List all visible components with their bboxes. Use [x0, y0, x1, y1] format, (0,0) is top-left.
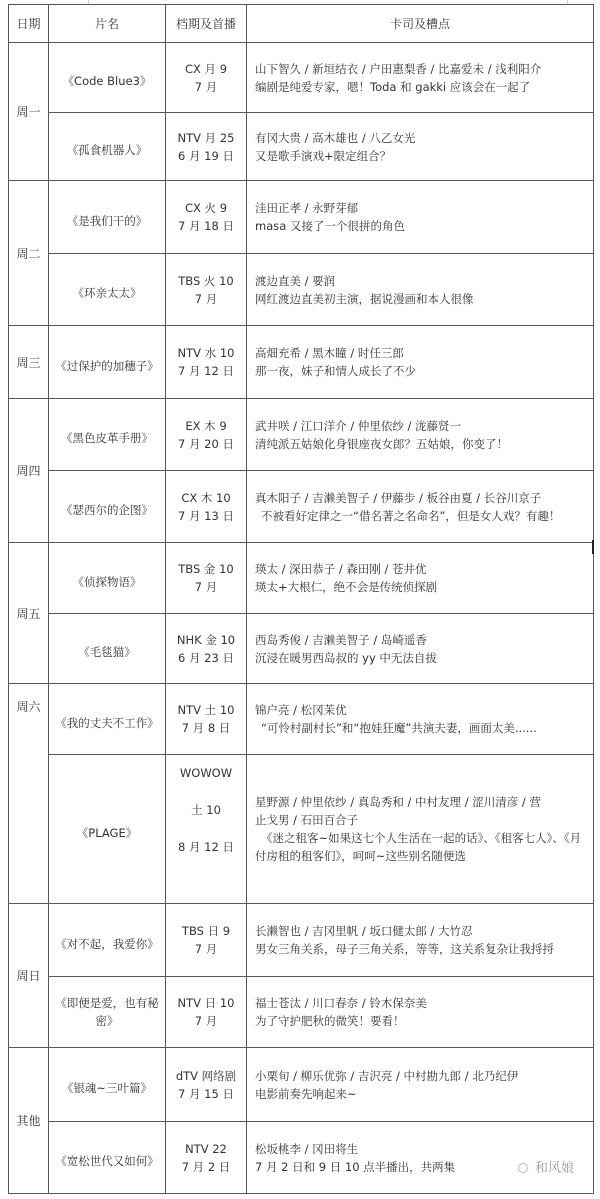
- page-edge-mark: [592, 540, 594, 554]
- cast-line: 渡边直美 / 要润: [255, 273, 336, 288]
- slot-cell: [166, 43, 247, 113]
- title-cell: [49, 977, 166, 1048]
- slot-line: TBS 日 9: [181, 924, 231, 938]
- cast-cell: [247, 977, 594, 1048]
- cast-line: 长濑智也 / 吉冈里帆 / 坂口健太郎 / 大竹忍: [255, 924, 473, 938]
- title-cell: [49, 904, 166, 977]
- note-line: 网红渡边直美初主演，据说漫画和本人很像: [255, 291, 474, 306]
- title-cell: [49, 1122, 166, 1194]
- show-title: 《环亲太太》: [72, 286, 142, 300]
- slot-line: dTV 网络剧: [175, 1068, 237, 1083]
- cast-line: 高畑充希 / 黑木瞳 / 时任三郎: [255, 346, 404, 360]
- show-title: 《即便是爱，也有秘: [55, 996, 159, 1010]
- note-line: 瑛太+大根仁，绝不会是传统侦探剧: [255, 580, 438, 594]
- cast-line: 有冈大贵 / 高木雄也 / 八乙女光: [255, 130, 416, 145]
- slot-cell: [166, 614, 247, 684]
- table-row: [9, 399, 594, 471]
- show-title: 密》: [95, 1014, 119, 1028]
- show-title: 《Code Blue3》: [62, 74, 152, 88]
- title-cell: [49, 684, 166, 755]
- cast-cell: [247, 614, 594, 684]
- note-line: 又是歌手演戏+限定组合？: [255, 148, 392, 163]
- slot-cell: [166, 471, 247, 543]
- title-cell: [49, 399, 166, 471]
- slot-line: 7 月: [194, 291, 218, 306]
- note-line: 《迷之租客~如果这七个人生活在一起的话》、《租客七人》、《月: [261, 831, 582, 845]
- title-cell: [49, 113, 166, 181]
- slot-line: TBS 火 10: [178, 273, 234, 288]
- title-cell: [49, 755, 166, 904]
- slot-cell: [166, 399, 247, 471]
- table-row: [9, 471, 594, 543]
- note-line: 男女三角关系，母子三角关系，等等，这关系复杂让我捋捋: [255, 942, 554, 956]
- show-title: 《孤食机器人》: [66, 143, 148, 157]
- slot-line: 7 月 8 日: [181, 721, 231, 735]
- show-title: 《宽松世代又如何》: [55, 1154, 159, 1168]
- table-row: [9, 977, 594, 1048]
- cast-cell: [247, 326, 594, 399]
- title-cell: [49, 471, 166, 543]
- cast-line: 止戈男 / 石田百合子: [255, 813, 359, 827]
- slot-line: CX 火 9: [184, 201, 228, 215]
- cast-cell: [247, 904, 594, 977]
- show-title: 《银魂~三叶篇》: [61, 1081, 153, 1095]
- note-line: 7 月 2 日和 9 日 10 点半播出，共两集: [255, 1159, 456, 1174]
- slot-cell: [166, 1122, 247, 1194]
- title-cell: [49, 181, 166, 254]
- slot-line: 7 月: [194, 1014, 218, 1028]
- table-row: [9, 43, 594, 113]
- table-row: [9, 181, 594, 254]
- slot-cell: [166, 326, 247, 399]
- day-cell: 周日: [9, 904, 49, 1048]
- table-row: [9, 1048, 594, 1122]
- header-row: [9, 5, 594, 43]
- title-cell: [49, 614, 166, 684]
- slot-line: 土 10: [191, 802, 221, 817]
- day-cell: 周四: [9, 399, 49, 543]
- cast-line: 武井咲 / 江口洋介 / 仲里依纱 / 泷藤贤一: [255, 418, 462, 433]
- header-title: 片名: [49, 5, 166, 43]
- show-title: 《对不起，我爱你》: [55, 936, 159, 951]
- slot-line: NTV 日 10: [177, 996, 235, 1010]
- note-line: masa 又接了一个很拼的角色: [255, 219, 405, 233]
- note-line: 编剧是纯爱专家，嗯！Toda 和 gakki 应该会在一起了: [255, 79, 531, 94]
- day-cell: 周三: [9, 326, 49, 399]
- day-cell: 周五: [9, 543, 49, 684]
- cast-line: 真木阳子 / 吉濑美智子 / 伊藤步 / 板谷由夏 / 长谷川京子: [255, 490, 542, 505]
- title-cell: [49, 543, 166, 614]
- show-title: 《瑟西尔的企图》: [61, 503, 153, 517]
- day-cell: 周二: [9, 181, 49, 326]
- note-line: 不被看好定律之一“借名著之名命名”，但是女人戏？有趣！: [261, 508, 561, 523]
- table-row: [9, 326, 594, 399]
- cast-cell: [247, 113, 594, 181]
- title-cell: [49, 254, 166, 326]
- cast-cell: [247, 755, 594, 904]
- day-cell: 其他: [9, 1048, 49, 1194]
- cast-line: 锦户亮 / 松冈茉优: [255, 703, 347, 717]
- header-slot: 档期及首播: [166, 5, 247, 43]
- slot-line: 7 月 13 日: [178, 508, 234, 523]
- slot-line: 7 月 20 日: [178, 436, 234, 451]
- show-title: 《侦探物语》: [72, 574, 142, 589]
- title-cell: [49, 326, 166, 399]
- table-row: [9, 755, 594, 904]
- header-cast: 卡司及槽点: [247, 5, 594, 43]
- slot-line: 7 月 18 日: [178, 219, 234, 233]
- table-row: [9, 684, 594, 755]
- slot-cell: [166, 1048, 247, 1122]
- slot-line: CX 月 9: [184, 61, 228, 76]
- table-row: [9, 254, 594, 326]
- day-cell: 周一: [9, 43, 49, 181]
- slot-line: CX 木 10: [181, 490, 231, 505]
- cast-line: 小栗旬 / 柳乐优弥 / 吉沢亮 / 中村勘九郎 / 北乃纪伊: [255, 1068, 519, 1083]
- show-title: 《黑色皮革手册》: [61, 431, 153, 445]
- note-line: “可怜村副村长”和“抱娃狂魔”共演夫妻，画面太美......: [261, 721, 537, 735]
- slot-line: 7 月: [194, 79, 218, 94]
- note-line: 为了守护肥秋的微笑！要看！: [255, 1014, 405, 1028]
- slot-line: 6 月 23 日: [178, 650, 234, 665]
- cast-cell: [247, 684, 594, 755]
- drama-schedule-table: [8, 4, 594, 1194]
- table-row: [9, 614, 594, 684]
- cast-line: 西岛秀俊 / 吉濑美智子 / 岛崎遥香: [255, 632, 427, 647]
- slot-line: NTV 水 10: [177, 346, 235, 360]
- cast-cell: [247, 471, 594, 543]
- slot-cell: [166, 181, 247, 254]
- slot-cell: [166, 684, 247, 755]
- title-cell: [49, 1048, 166, 1122]
- watermark-text: 和风娘: [535, 1161, 575, 1176]
- cast-line: 福士苍汰 / 川口春奈 / 铃木保奈美: [255, 996, 427, 1010]
- slot-cell: [166, 254, 247, 326]
- wechat-sun-icon: [515, 1160, 531, 1174]
- slot-cell: [166, 755, 247, 904]
- cast-cell: [247, 543, 594, 614]
- show-title: 《过保护的加穗子》: [55, 358, 159, 373]
- header-day: 日期: [9, 5, 49, 43]
- slot-line: NTV 月 25: [177, 130, 235, 145]
- note-line: 沉浸在暖男西岛叔的 yy 中无法自拔: [255, 650, 437, 665]
- slot-line: 7 月: [194, 580, 218, 594]
- show-title: 《毛毯猫》: [78, 645, 136, 659]
- slot-cell: [166, 113, 247, 181]
- table-row: [9, 1122, 594, 1194]
- slot-cell: [166, 977, 247, 1048]
- slot-line: 8 月 12 日: [178, 839, 234, 854]
- slot-line: NTV 22: [185, 1141, 227, 1156]
- show-title: 《PLAGE》: [76, 825, 138, 840]
- show-title: 《我的丈夫不工作》: [55, 715, 159, 730]
- slot-line: 7 月 2 日: [181, 1159, 231, 1174]
- slot-line: EX 木 9: [185, 418, 227, 433]
- cast-line: 星野源 / 仲里依纱 / 真岛秀和 / 中村友理 / 涩川清彦 / 营: [255, 795, 541, 809]
- watermark: [515, 1157, 574, 1176]
- slot-cell: [166, 543, 247, 614]
- note-line: 电影前奏先响起来~: [255, 1086, 357, 1101]
- cast-line: 松坂桃李 / 冈田将生: [255, 1141, 359, 1156]
- table-row: [9, 904, 594, 977]
- slot-line: TBS 金 10: [178, 562, 234, 576]
- table-row: [9, 113, 594, 181]
- note-line: 付房租的租客们》，呵呵~这些别名随便选: [255, 849, 466, 863]
- show-title: 《是我们干的》: [66, 213, 148, 228]
- slot-cell: [166, 904, 247, 977]
- cast-cell: [247, 254, 594, 326]
- slot-line: 7 月: [194, 942, 218, 956]
- table-row: [9, 543, 594, 614]
- slot-line: 6 月 19 日: [178, 148, 234, 163]
- title-cell: [49, 43, 166, 113]
- slot-line: WOWOW: [179, 766, 233, 781]
- slot-line: NTV 土 10: [177, 703, 235, 717]
- cast-cell: [247, 1048, 594, 1122]
- cast-line: 山下智久 / 新垣结衣 / 户田惠梨香 / 比嘉爱未 / 浅利阳介: [255, 61, 542, 76]
- slot-line: NHK 金 10: [176, 632, 236, 647]
- cast-cell: [247, 399, 594, 471]
- cast-line: 洼田正孝 / 永野芽郁: [255, 201, 359, 215]
- note-line: 那一夜，妹子和情人成长了不少: [255, 364, 416, 378]
- note-line: 清纯派五姑娘化身银座夜女郎？五姑娘，你变了！: [255, 436, 508, 451]
- cast-line: 瑛太 / 深田恭子 / 森田刚 / 苍井优: [255, 562, 427, 576]
- day-cell: 周六: [9, 684, 49, 904]
- cast-cell: [247, 43, 594, 113]
- cast-cell: [247, 181, 594, 254]
- slot-line: 7 月 12 日: [178, 364, 234, 378]
- slot-line: 7 月 15 日: [178, 1086, 234, 1101]
